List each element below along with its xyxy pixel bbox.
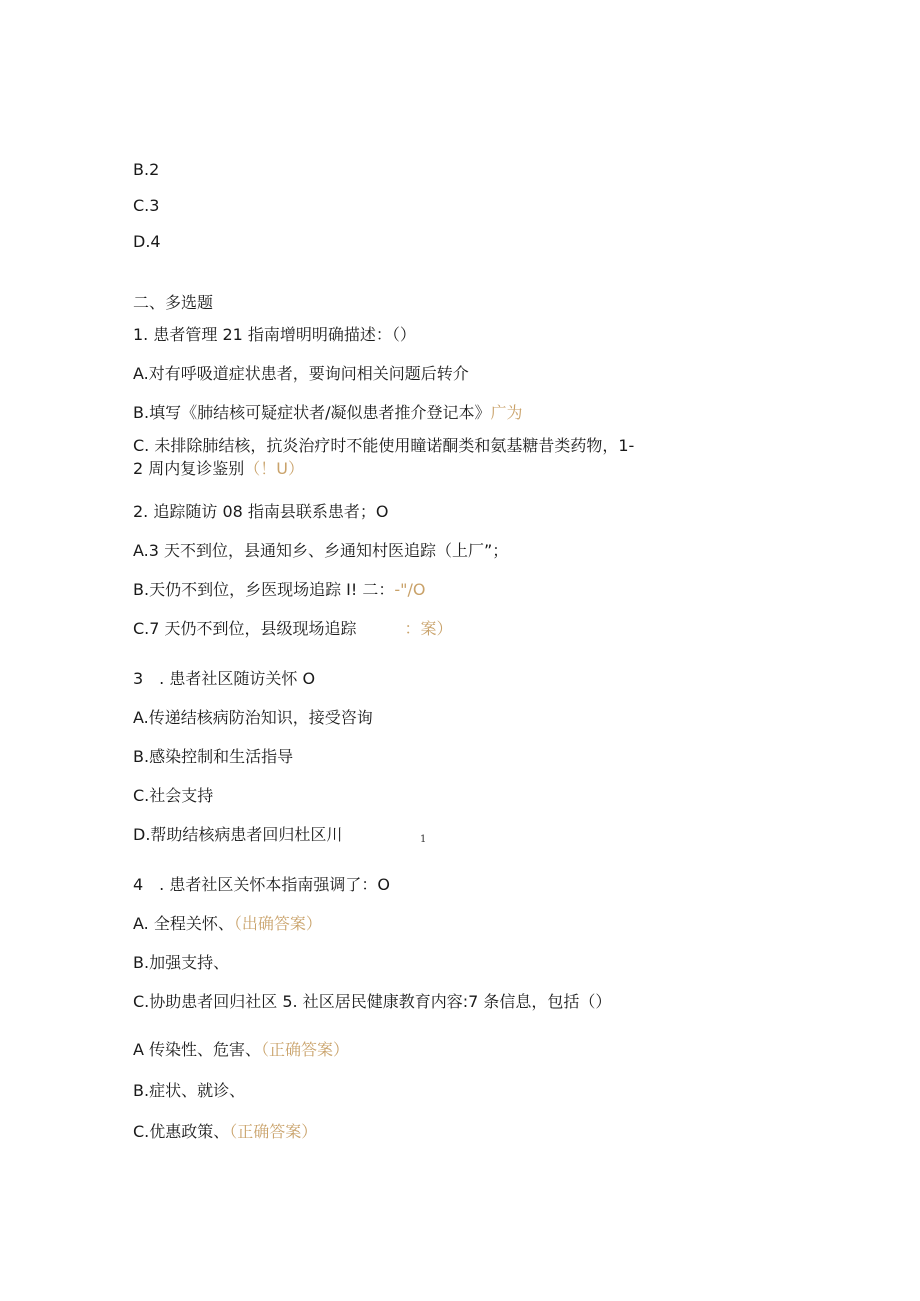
option-line: C.3: [133, 196, 160, 215]
option-line: B.症状、就诊、: [133, 1081, 246, 1100]
option-line: D.帮助结核病患者回归杜区川: [133, 825, 343, 844]
option-line: C.社会支持: [133, 786, 214, 805]
question-line: 2. 追踪随访 08 指南县联系患者；O: [133, 502, 389, 521]
option-line: C.7 天仍不到位，县级现场追踪 ：案）: [133, 619, 453, 638]
option-line: 2 周内复诊鉴别（！U）: [133, 459, 304, 478]
option-line: C.优惠政策、（正确答案）: [133, 1122, 318, 1141]
option-line: C.协助患者回归社区 5. 社区居民健康教育内容:7 条信息，包括（）: [133, 992, 612, 1011]
option-line: A.对有呼吸道症状患者，要询问相关问题后转介: [133, 364, 469, 383]
question-line: 1. 患者管理 21 指南增明明确描述：（）: [133, 325, 416, 344]
option-line: A 传染性、危害、（正确答案）: [133, 1040, 350, 1059]
option-line: B.感染控制和生活指导: [133, 747, 294, 766]
answer-mark: 广为: [490, 403, 523, 422]
answer-mark: （正确答案）: [261, 1040, 350, 1059]
option-line: D.4: [133, 232, 161, 251]
option-line: A.3 天不到位，县通知乡、乡通知村医追踪（上厂”；: [133, 541, 509, 560]
answer-mark: （！U）: [244, 459, 304, 478]
option-line: B.天仍不到位，乡医现场追踪 I! 二：-"/O: [133, 580, 426, 599]
option-line: A. 全程关怀、（出确答案）: [133, 914, 322, 933]
option-line: B.加强支持、: [133, 953, 230, 972]
answer-mark: （正确答案）: [229, 1122, 318, 1141]
answer-mark: （出确答案）: [233, 914, 322, 933]
question-line: 3 . 患者社区随访关怀 O: [133, 669, 316, 688]
section-heading: 二、多选题: [133, 293, 214, 312]
option-line: B.2: [133, 160, 160, 179]
option-line: A.传递结核病防治知识，接受咨询: [133, 708, 373, 727]
page-number: 1: [420, 834, 427, 845]
option-line: B.填写《肺结核可疑症状者/凝似患者推介登记本》广为: [133, 403, 523, 422]
question-line: 4 . 患者社区关怀本指南强调了：O: [133, 875, 390, 894]
answer-mark: ：案）: [404, 619, 453, 638]
answer-mark: -"/O: [394, 580, 426, 599]
option-line: C. 未排除肺结核，抗炎治疗时不能使用瞳诺酮类和氨基糖昔类药物，1-: [133, 436, 635, 455]
